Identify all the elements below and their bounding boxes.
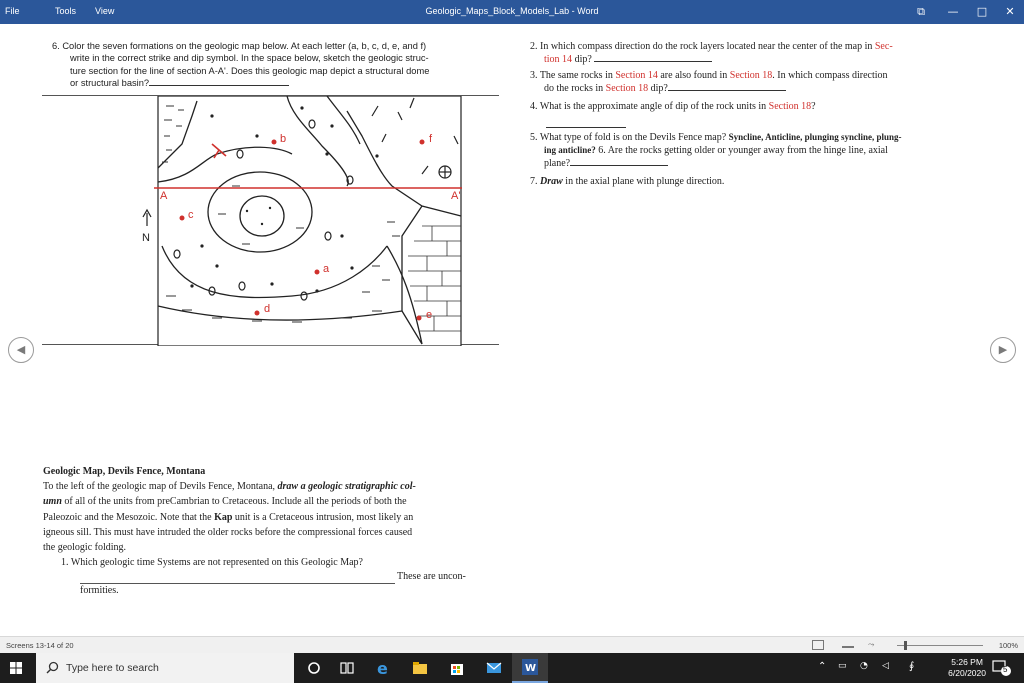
q3-section-18: Section 18 <box>729 70 773 81</box>
q2-section-link: Sec- <box>874 41 893 52</box>
q1-end: formities. <box>80 584 119 596</box>
devils-fence-section <box>43 464 491 598</box>
windows-start-icon[interactable] <box>10 662 22 674</box>
clock[interactable] <box>948 657 986 679</box>
map-label-A: A <box>160 190 168 202</box>
chevron-right-icon: ▶ <box>998 343 1008 356</box>
q7-draw: Draw <box>540 176 563 187</box>
q3-section-18b: Section 18 <box>605 83 649 94</box>
restore-layout-button[interactable]: ⧉ <box>917 5 925 18</box>
question-3 <box>530 69 980 95</box>
q5-options-b: ing anticline? <box>544 145 596 155</box>
q4-mark: ? <box>811 101 816 112</box>
file-explorer-icon[interactable] <box>411 659 429 677</box>
p4: igneous sill. This must have intruded the older rocks before the compressional forces caused <box>43 526 413 538</box>
notification-count: 5 <box>1003 665 1008 674</box>
q3-text-c: . In which compass direction <box>772 70 888 81</box>
p3-kap: Kap <box>214 511 233 523</box>
search-placeholder: Type here to search <box>66 662 159 674</box>
map-label-A-prime: A' <box>451 190 461 202</box>
status-bar <box>0 636 1024 653</box>
answer-blank[interactable] <box>80 583 395 584</box>
q4-text: 4. What is the approximate angle of dip of the rock units in <box>530 101 769 112</box>
svg-text:e: e <box>377 659 388 677</box>
mail-icon[interactable] <box>485 659 503 677</box>
q3-text-a: 3. The same rocks in <box>530 70 616 81</box>
map-label-e: e <box>426 309 433 321</box>
q7-num: 7. <box>530 176 540 187</box>
answer-blank[interactable] <box>149 78 289 86</box>
wifi-icon[interactable]: ◔ <box>860 661 868 671</box>
cortana-icon[interactable] <box>305 659 323 677</box>
battery-icon[interactable]: ▭ <box>838 661 847 671</box>
print-layout-icon[interactable] <box>842 640 854 648</box>
volume-icon[interactable]: ◁ <box>882 661 889 671</box>
q3-text-b: are also found in <box>657 70 730 81</box>
close-button[interactable]: ✕ <box>1005 5 1015 18</box>
window-title: Geologic_Maps_Block_Models_Lab - Word <box>425 6 599 16</box>
taskbar-search-input[interactable] <box>36 653 294 683</box>
map-label-f: f <box>429 133 433 145</box>
task-view-icon[interactable] <box>338 659 356 677</box>
menu-view[interactable]: View <box>95 6 115 16</box>
question-4 <box>530 100 980 128</box>
q2-text: 2. In which compass direction do the rock layers located near the center of the map in <box>530 41 875 52</box>
next-page-button[interactable] <box>990 337 1016 363</box>
q3-text-d: do the rocks in <box>544 83 606 94</box>
minimize-button[interactable]: — <box>947 5 959 18</box>
p5: the geologic folding. <box>43 542 127 554</box>
previous-page-button[interactable] <box>8 337 34 363</box>
p1-a: To the left of the geologic map of Devils Fence, Montana, <box>43 481 278 493</box>
map-label-a: a <box>323 263 330 275</box>
p2-b: of all of the units from preCambrian to Cretaceous. Include all the periods of both the <box>61 496 407 508</box>
zoom-level[interactable]: 100% <box>998 641 1018 650</box>
web-layout-icon[interactable]: ⤳ <box>868 640 875 649</box>
p2-a: umn <box>43 496 62 508</box>
paragraph <box>43 479 491 555</box>
search-icon <box>46 661 59 674</box>
clock-time: 5:26 PM <box>951 657 983 667</box>
q1-tail: These are uncon- <box>397 571 466 583</box>
menu-tools[interactable]: Tools <box>55 6 77 16</box>
question-5 <box>530 131 980 170</box>
q6-text <box>42 40 502 90</box>
question-2 <box>530 40 980 66</box>
answer-blank[interactable] <box>570 157 668 166</box>
svg-text:W: W <box>525 663 537 674</box>
page-count: Screens 13-14 of 20 <box>6 641 74 650</box>
q3-section-14: Section 14 <box>615 70 658 81</box>
north-label: N <box>142 232 150 244</box>
chevron-left-icon: ◀ <box>16 343 26 356</box>
map-label-c: c <box>188 209 194 221</box>
store-icon[interactable] <box>448 659 466 677</box>
q4-section-18: Section 18 <box>768 101 812 112</box>
title-bar <box>0 0 1024 24</box>
answer-blank[interactable] <box>594 53 712 62</box>
chevron-up-icon[interactable]: ⌃ <box>818 661 827 672</box>
section-heading: Geologic Map, Devils Fence, Montana <box>43 466 206 477</box>
map-label-d: d <box>264 303 271 315</box>
q6-line-3: ture section for the line of section A-A'. Does this geologic map depict a structural dome <box>70 65 430 76</box>
maximize-button[interactable]: □ <box>976 5 988 18</box>
p3-c: unit is a Cretaceous intrusion, most likely an <box>232 511 414 523</box>
q6-line-4: or structural basin? <box>70 78 150 89</box>
notification-icon[interactable] <box>992 660 1012 676</box>
read-mode-icon[interactable] <box>812 640 824 650</box>
q2-dip: dip? <box>572 54 592 65</box>
q7-text: in the axial plane with plunge direction. <box>562 176 725 187</box>
q5-text: 5. What type of fold is on the Devils Fence map? <box>530 132 729 143</box>
q6-plane: plane? <box>544 158 571 169</box>
word-taskbar-button[interactable] <box>512 653 548 683</box>
q6-inline: 6. Are the rocks getting older or younger away from the hinge line, axial <box>595 145 888 156</box>
q6-line-2: write in the correct strike and dip symbol. In the space below, sketch the geologic struc- <box>70 53 429 64</box>
answer-blank[interactable] <box>668 82 786 91</box>
edge-icon[interactable] <box>374 659 392 677</box>
question-7 <box>530 175 980 188</box>
zoom-slider-thumb[interactable] <box>904 641 907 650</box>
q5-options: Syncline, Anticline, plunging syncline, plung- <box>728 132 902 142</box>
q3-dip: dip? <box>648 83 668 94</box>
word-icon <box>522 659 538 675</box>
menu-file[interactable]: File <box>5 6 20 16</box>
p3-a: Paleozoic and the Mesozoic. Note that the <box>43 511 215 523</box>
p1-b: draw a geologic stratigraphic col- <box>277 481 416 493</box>
map-label-b: b <box>280 133 287 145</box>
taskbar <box>0 653 1024 683</box>
q2-section-14: tion 14 <box>544 54 573 65</box>
zoom-slider[interactable] <box>897 645 983 646</box>
answer-blank[interactable] <box>546 119 626 128</box>
question-1: 1. Which geologic time Systems are not represented on this Geologic Map? <box>61 557 363 569</box>
q6-line-1: 6. Color the seven formations on the geologic map below. At each letter (a, b, c, d, e, and f) <box>52 41 427 51</box>
geologic-map-frame <box>42 95 499 345</box>
clock-date: 6/20/2020 <box>948 668 986 678</box>
pen-icon[interactable]: ∮ <box>909 661 915 672</box>
question-6 <box>42 40 502 90</box>
